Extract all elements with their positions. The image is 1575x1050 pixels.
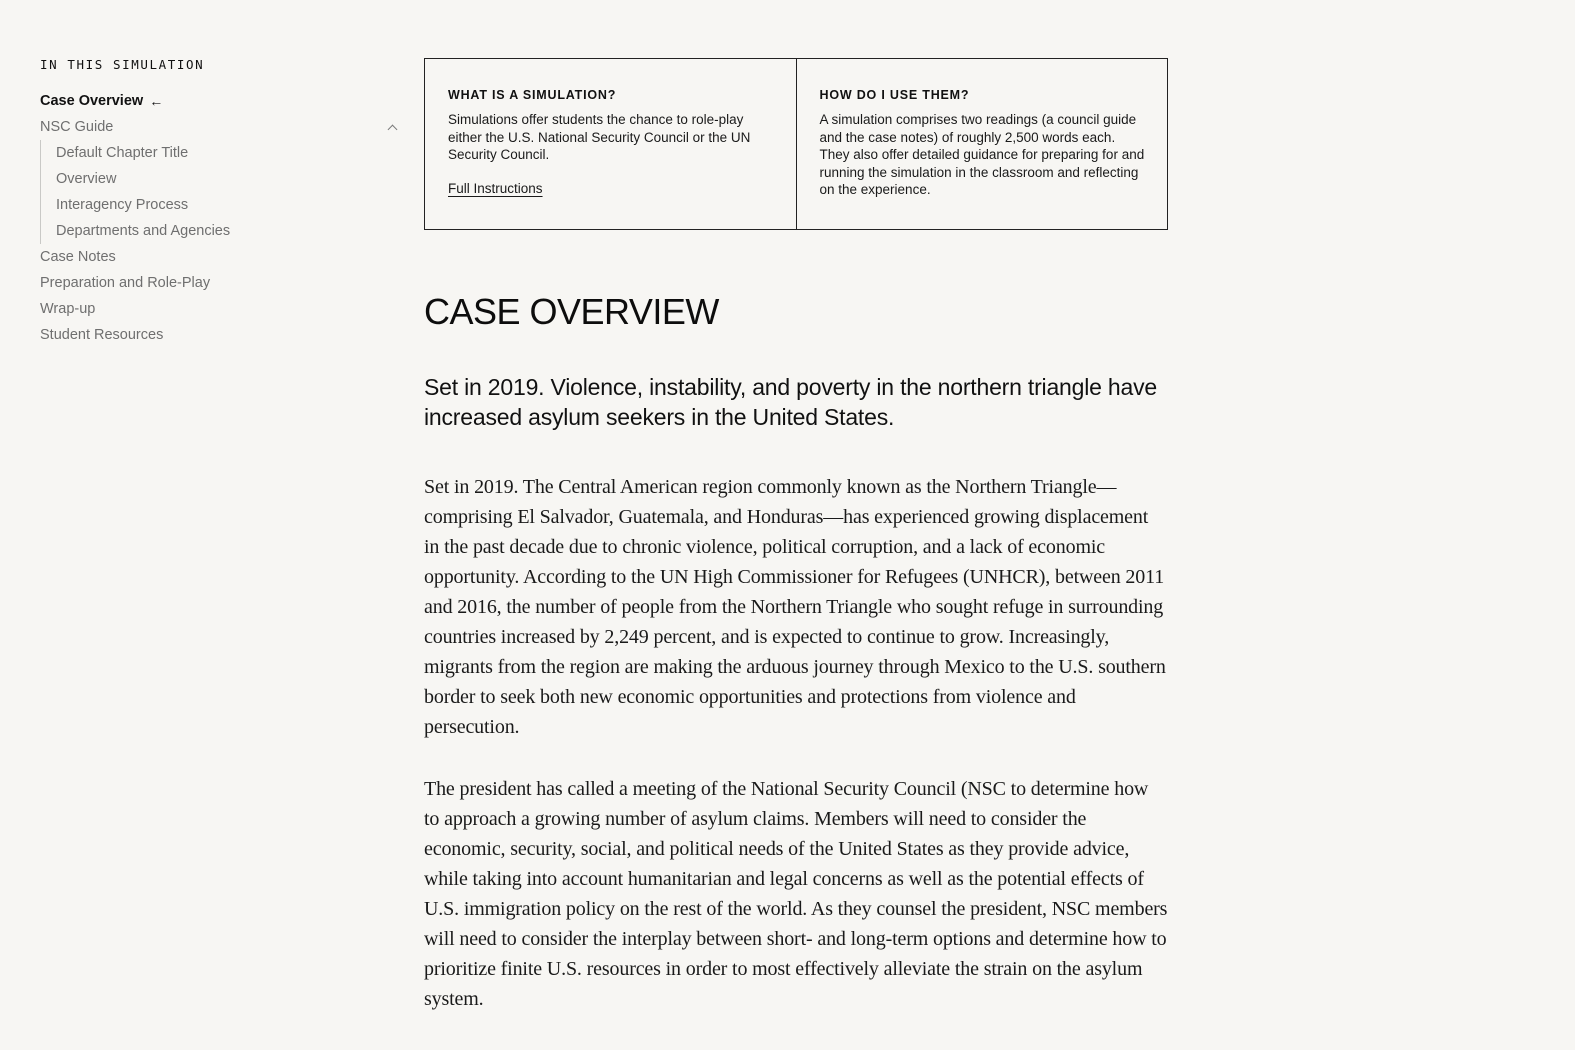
how-to-use-box	[796, 59, 1168, 229]
sidebar-item-label: NSC Guide	[40, 119, 114, 135]
sidebar-subitem-default-chapter-title[interactable]: Default Chapter Title	[56, 145, 189, 161]
body-paragraph: Set in 2019. The Central American region commonly known as the Northern Triangle—comprising El Salvador, Guatemala, and Honduras—has experienced growing displacement in the past decade due to chronic violence, political corruption, and a lack of economic opportunity. According to the UN High Commissioner for Refugees (UNHCR), between 2011 and 2016, the number of people from the Northern Triangle who sought refuge in surrounding countries increased by 2,249 percent, and is expected to continue to grow. Increasingly, migrants from the region are making the arduous journey through Mexico to the U.S. southern border to seek both new economic opportunities and protections from violence and persecution.	[424, 476, 1166, 738]
sidebar-item-preparation-and-role-play[interactable]: Preparation and Role-Play	[40, 275, 211, 291]
lead-paragraph: Set in 2019. Violence, instability, and poverty in the northern triangle have increased asylum seekers in the United States.	[424, 374, 1157, 430]
sidebar-item-student-resources[interactable]: Student Resources	[40, 327, 164, 343]
sidebar-item-wrap-up[interactable]: Wrap-up	[40, 301, 96, 317]
sidebar-heading: IN THIS SIMULATION	[40, 57, 205, 72]
info-box-title: HOW DO I USE THEM?	[819, 88, 970, 102]
sidebar-item-case-overview[interactable]	[40, 88, 400, 114]
arrow-left-icon: ←	[149, 93, 164, 109]
sidebar-item-label: Case Overview	[40, 93, 144, 109]
full-instructions-link[interactable]: Full Instructions	[448, 180, 543, 196]
sidebar-item-nsc-guide[interactable]	[40, 114, 398, 140]
what-is-simulation-box	[425, 59, 796, 229]
sidebar-subitem-interagency-process[interactable]: Interagency Process	[56, 197, 189, 213]
page-title: CASE OVERVIEW	[424, 291, 719, 332]
chevron-up-icon[interactable]	[388, 124, 398, 134]
main-content	[424, 58, 1168, 1014]
sidebar-item-case-notes[interactable]: Case Notes	[40, 249, 116, 265]
info-box-text: A simulation comprises two readings (a council guide and the case notes) of roughly 2,500 words each. They also offer detailed guidance for preparing for and running the simulation in the classroom and reflecting on the experience.	[819, 112, 1145, 197]
sidebar-subitem-overview[interactable]: Overview	[56, 171, 117, 187]
info-box-text: Simulations offer students the chance to role-play either the U.S. National Security Council or the UN Security Council.	[448, 112, 751, 162]
body-paragraph: The president has called a meeting of the National Security Council (NSC to determine how to approach a growing number of asylum claims. Members will need to consider the economic, security, social, and political needs of the United States as they provide advice, while taking into account humanitarian and legal concerns as well as the potential effects of U.S. immigration policy on the rest of the world. As they counsel the president, NSC members will need to consider the interplay between short- and long-term options and determine how to prioritize finite U.S. resources in order to most effectively alleviate the strain on the asylum system.	[424, 778, 1168, 1010]
sidebar-nav	[40, 56, 400, 348]
sidebar-subnav-nsc-guide	[40, 140, 400, 244]
sidebar-subitem-departments-and-agencies[interactable]: Departments and Agencies	[56, 223, 231, 239]
simulation-info-panel	[424, 58, 1168, 230]
info-box-title: WHAT IS A SIMULATION?	[448, 88, 617, 102]
